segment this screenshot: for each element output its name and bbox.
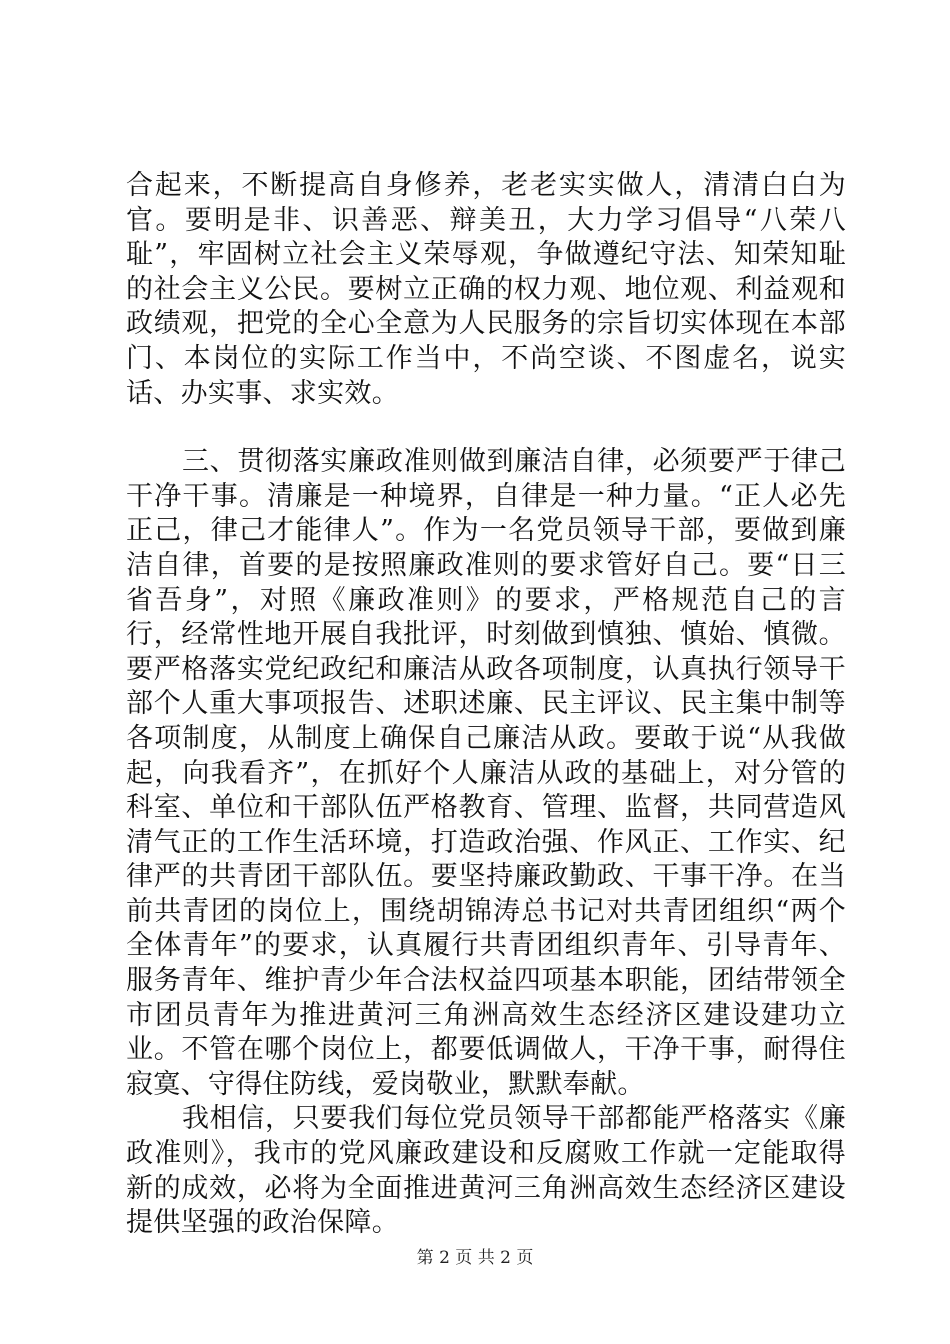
- document-body: [126, 169, 846, 1241]
- paragraph-spacer: [126, 411, 846, 445]
- paragraph-section-three: 三、贯彻落实廉政准则做到廉洁自律，必须要严于律己干净干事。清廉是一种境界，自律是一种力量。“正人必先正己，律己才能律人”。作为一名党员领导干部，要做到廉洁自律，首要的是按照廉政准则的要求管好自己。要“日三省吾身”，对照《廉政准则》的要求，严格规范自己的言行，经常性地开展自我批评，时刻做到慎独、慎始、慎微。要严格落实党纪政纪和廉洁从政各项制度，认真执行领导干部个人重大事项报告、述职述廉、民主评议、民主集中制等各项制度，从制度上确保自己廉洁从政。要敢于说“从我做起，向我看齐”，在抓好个人廉洁从政的基础上，对分管的科室、单位和干部队伍严格教育、管理、监督，共同营造风清气正的工作生活环境，打造政治强、作风正、工作实、纪律严的共青团干部队伍。要坚持廉政勤政、干事干净。在当前共青团的岗位上，围绕胡锦涛总书记对共青团组织“两个全体青年”的要求，认真履行共青团组织青年、引导青年、服务青年、维护青少年合法权益四项基本职能，团结带领全市团员青年为推进黄河三角洲高效生态经济区建设建功立业。不管在哪个岗位上，都要低调做人，干净干事，耐得住寂寞、守得住防线，爱岗敬业，默默奉献。: [126, 446, 846, 1100]
- page-footer: 第 2 页 共 2 页: [416, 1248, 534, 1268]
- paragraph-continuation: 合起来，不断提高自身修养，老老实实做人，清清白白为官。要明是非、识善恶、辩美丑，大力学习倡导“八荣八耻”，牢固树立社会主义荣辱观，争做遵纪守法、知荣知耻的社会主义公民。要树立正确的权力观、地位观、利益观和政绩观，把党的全心全意为人民服务的宗旨切实体现在本部门、本岗位的实际工作当中，不尚空谈、不图虚名，说实话、办实事、求实效。: [126, 170, 846, 409]
- paragraph-conclusion: 我相信，只要我们每位党员领导干部都能严格落实《廉政准则》，我市的党风廉政建设和反腐败工作就一定能取得新的成效，必将为全面推进黄河三角洲高效生态经济区建设提供坚强的政治保障。: [126, 1103, 846, 1239]
